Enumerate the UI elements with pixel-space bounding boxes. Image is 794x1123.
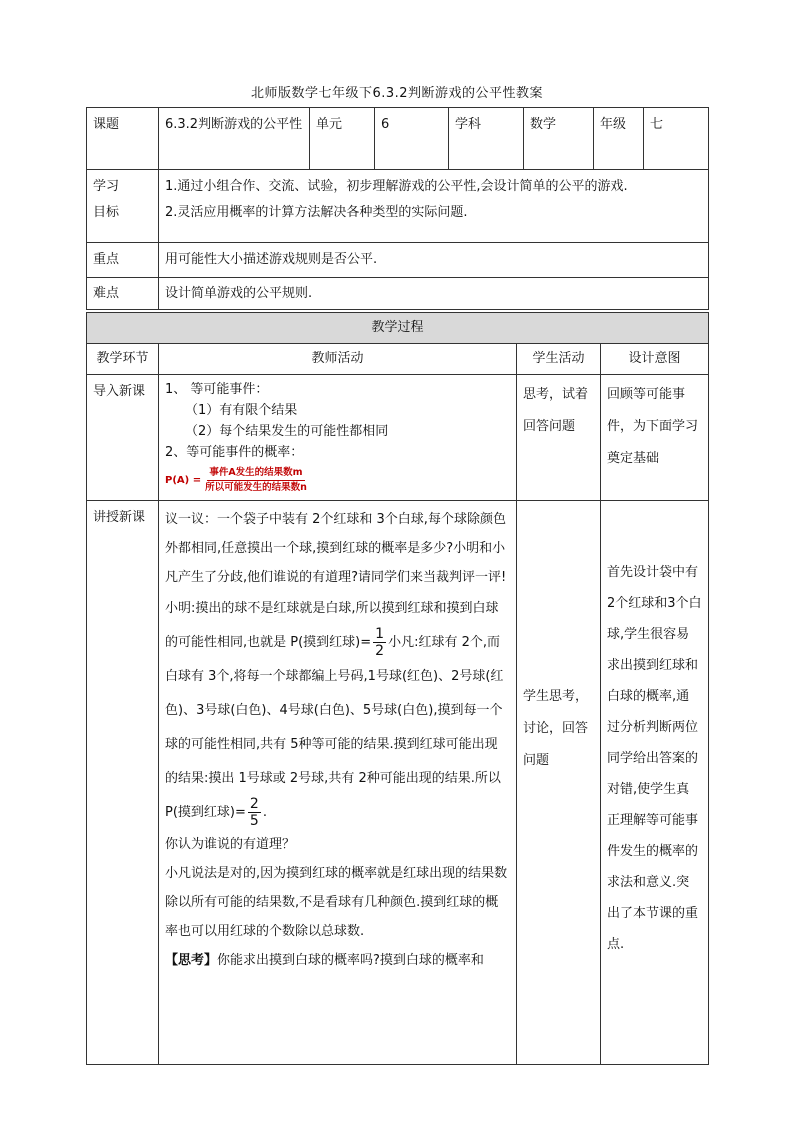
main-row [87,501,709,1065]
fraction-one-half-num: 1 [375,626,385,642]
grade-label: 年级 [594,108,644,170]
difficulty-row [87,278,709,310]
key-row [87,243,709,278]
main-p5-text: 你能求出摸到白球的概率吗?摸到白球的概率和 [217,953,484,968]
process-table [86,312,709,1065]
think-tag: 【思考】 [165,953,218,968]
intro-line-4: 2、等可能事件的概率： [165,445,304,460]
intro-line-3: （2）每个结果发生的可能性都相同 [185,424,389,439]
process-heading-row [87,313,709,344]
fraction-one-half-den: 2 [375,643,385,659]
difficulty-value: 设计简单游戏的公平规则. [159,278,709,310]
process-header-row [87,344,709,375]
process-heading: 教学过程 [87,313,709,344]
key-value: 用可能性大小描述游戏规则是否公平. [159,243,709,278]
col-stage-header: 教学环节 [87,344,159,375]
col-teacher-header: 教师活动 [159,344,517,375]
formula-numerator: 事件A发生的结果数m [207,467,304,481]
main-p2-b: 小凡:红球有 2个,而白球有 3个,将每一个球都编上号码,1号球(红色)、2号球(红色)、3号球(白色)、4号球(白色)、5号球(白色),摸到每一个球的可能性相同,共有 5种等可能的结果.摸到红球可能出现的结果:摸出 1号球或 2号球,共有 2种可能出现的结果.所以 P(摸到红球)= [165,635,504,820]
formula-fraction [203,467,309,494]
probability-formula [165,467,510,494]
formula-lhs: P(A) = [165,475,202,486]
intro-row [87,375,709,501]
unit-value: 6 [375,108,449,170]
intro-design: 回顾等可能事件，为下面学习奠定基础 [601,375,709,501]
course-label: 课题 [87,108,159,170]
grade-value: 七 [644,108,709,170]
col-design-header: 设计意图 [601,344,709,375]
main-p2-end: . [262,805,267,820]
fraction-two-fifths [248,796,261,829]
course-row [87,108,709,170]
goals-value [159,170,709,243]
goals-label-line-1: 学习 [93,179,120,194]
main-p5 [165,946,510,975]
main-design: 首先设计袋中有2个红球和3个白球,学生很容易求出摸到红球和白球的概率,通过分析判断两位同学给出答案的对错,使学生真正理解等可能事件发生的概率的求法和意义.突出了本节课的重点. [601,501,709,1065]
intro-stage: 导入新课 [87,375,159,501]
intro-line-2: （1）有有限个结果 [185,403,298,418]
main-p2-a: 小明:摸出的球不是红球就是白球,所以摸到红球和摸到白球的可能性相同,也就是 P(摸到红球)= [165,601,499,650]
goals-row [87,170,709,243]
main-p4: 小凡说法是对的,因为摸到红球的概率就是红球出现的结果数除以所有可能的结果数,不是看球有几种颜色.摸到红球的概率也可以用红球的个数除以总球数. [165,866,508,939]
goals-label [87,170,159,243]
formula-denominator: 所以可能发生的结果数n [205,482,307,493]
main-p3: 你认为谁说的有道理？ [165,837,296,852]
intro-line-1: 1、 等可能事件： [165,382,269,397]
fraction-one-half [373,626,386,659]
main-teacher [159,501,517,1065]
course-value: 6.3.2判断游戏的公平性 [159,108,310,170]
unit-label: 单元 [310,108,375,170]
goal-1: 1.通过小组合作、交流、试验，初步理解游戏的公平性,会设计简单的公平的游戏. [165,179,628,194]
fraction-two-fifths-den: 5 [249,813,259,829]
intro-student: 思考，试着回答问题 [517,375,601,501]
subject-value: 数学 [524,108,594,170]
col-student-header: 学生活动 [517,344,601,375]
main-stage: 讲授新课 [87,501,159,1065]
fraction-two-fifths-num: 2 [249,796,259,812]
goals-label-line-2: 目标 [93,205,120,220]
main-student: 学生思考，讨论，回答问题 [517,501,601,1065]
goal-2: 2.灵活应用概率的计算方法解决各种类型的实际问题. [165,205,468,220]
main-p1: 议一议：一个袋子中装有 2个红球和 3个白球,每个球除颜色外都相同,任意摸出一个球,摸到红球的概率是多少?小明和小凡产生了分歧,他们谁说的有道理?请同学们来当裁判评一评! [165,512,507,585]
subject-label: 学科 [449,108,524,170]
difficulty-label: 难点 [87,278,159,310]
intro-teacher [159,375,517,501]
info-table [86,107,709,310]
main-p2 [165,592,510,830]
document-title: 北师版数学七年级下6.3.2判断游戏的公平性教案 [250,86,544,101]
key-label: 重点 [87,243,159,278]
